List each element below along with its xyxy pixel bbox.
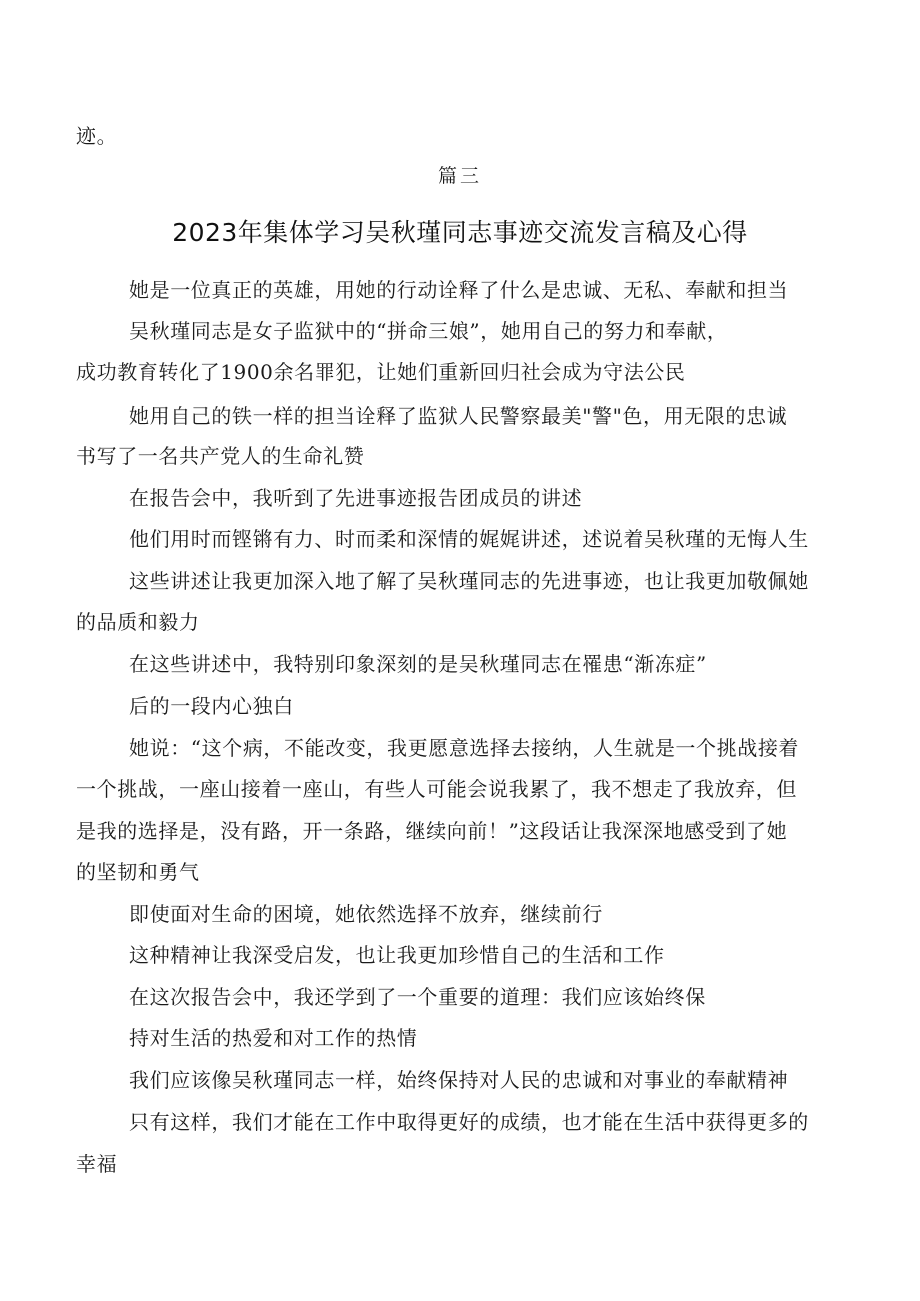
body-line: 是我的选择是，没有路，开一条路，继续向前！”这段话让我深深地感受到了她 — [76, 819, 788, 843]
body-line: 吴秋瑾同志是女子监狱中的“拼命三娘”，她用自己的努力和奉献， — [129, 319, 728, 343]
body-line: 的品质和毅力 — [76, 610, 200, 634]
section-label: 篇三 — [437, 165, 482, 187]
body-line: 书写了一名共产党人的生命礼赞 — [76, 444, 365, 468]
body-line: 持对生活的热爱和对工作的热情 — [129, 1026, 418, 1050]
body-line: 这些讲述让我更加深入地了解了吴秋瑾同志的先进事迹，也让我更加敬佩她 — [129, 569, 809, 593]
body-line: 他们用时而铿锵有力、时而柔和深情的娓娓讲述，述说着吴秋瑾的无悔人生 — [129, 527, 809, 551]
body-line: 她是一位真正的英雄，用她的行动诠释了什么是忠诚、无私、奉献和担当 — [129, 278, 789, 302]
previous-page-tail: 迹。 — [76, 124, 118, 148]
body-line: 她用自己的铁一样的担当诠释了监狱人民警察最美"警"色，用无限的忠诚 — [129, 404, 788, 428]
body-line: 成功教育转化了1900余名罪犯，让她们重新回归社会成为守法公民 — [76, 360, 686, 384]
body-line: 后的一段内心独白 — [129, 694, 294, 718]
body-line: 只有这样，我们才能在工作中取得更好的成绩，也才能在生活中获得更多的 — [129, 1110, 809, 1134]
body-line: 在报告会中，我听到了先进事迹报告团成员的讲述 — [129, 486, 583, 510]
document-title: 2023年集体学习吴秋瑾同志事迹交流发言稿及心得 — [172, 218, 748, 247]
body-line: 我们应该像吴秋瑾同志一样，始终保持对人民的忠诚和对事业的奉献精神 — [129, 1068, 789, 1092]
body-line: 一个挑战，一座山接着一座山，有些人可能会说我累了，我不想走了我放弃，但 — [76, 777, 797, 801]
body-line: 她说：“这个病，不能改变，我更愿意选择去接纳，人生就是一个挑战接着 — [129, 736, 800, 760]
body-line: 幸福 — [76, 1152, 118, 1176]
body-line: 的坚韧和勇气 — [76, 860, 200, 884]
body-line: 这种精神让我深受启发，也让我更加珍惜自己的生活和工作 — [129, 943, 665, 967]
body-line: 在这些讲述中，我特别印象深刻的是吴秋瑾同志在罹患“渐冻症” — [129, 652, 707, 676]
body-line: 即使面对生命的困境，她依然选择不放弃，继续前行 — [129, 902, 603, 926]
body-line: 在这次报告会中，我还学到了一个重要的道理：我们应该始终保 — [129, 985, 706, 1009]
